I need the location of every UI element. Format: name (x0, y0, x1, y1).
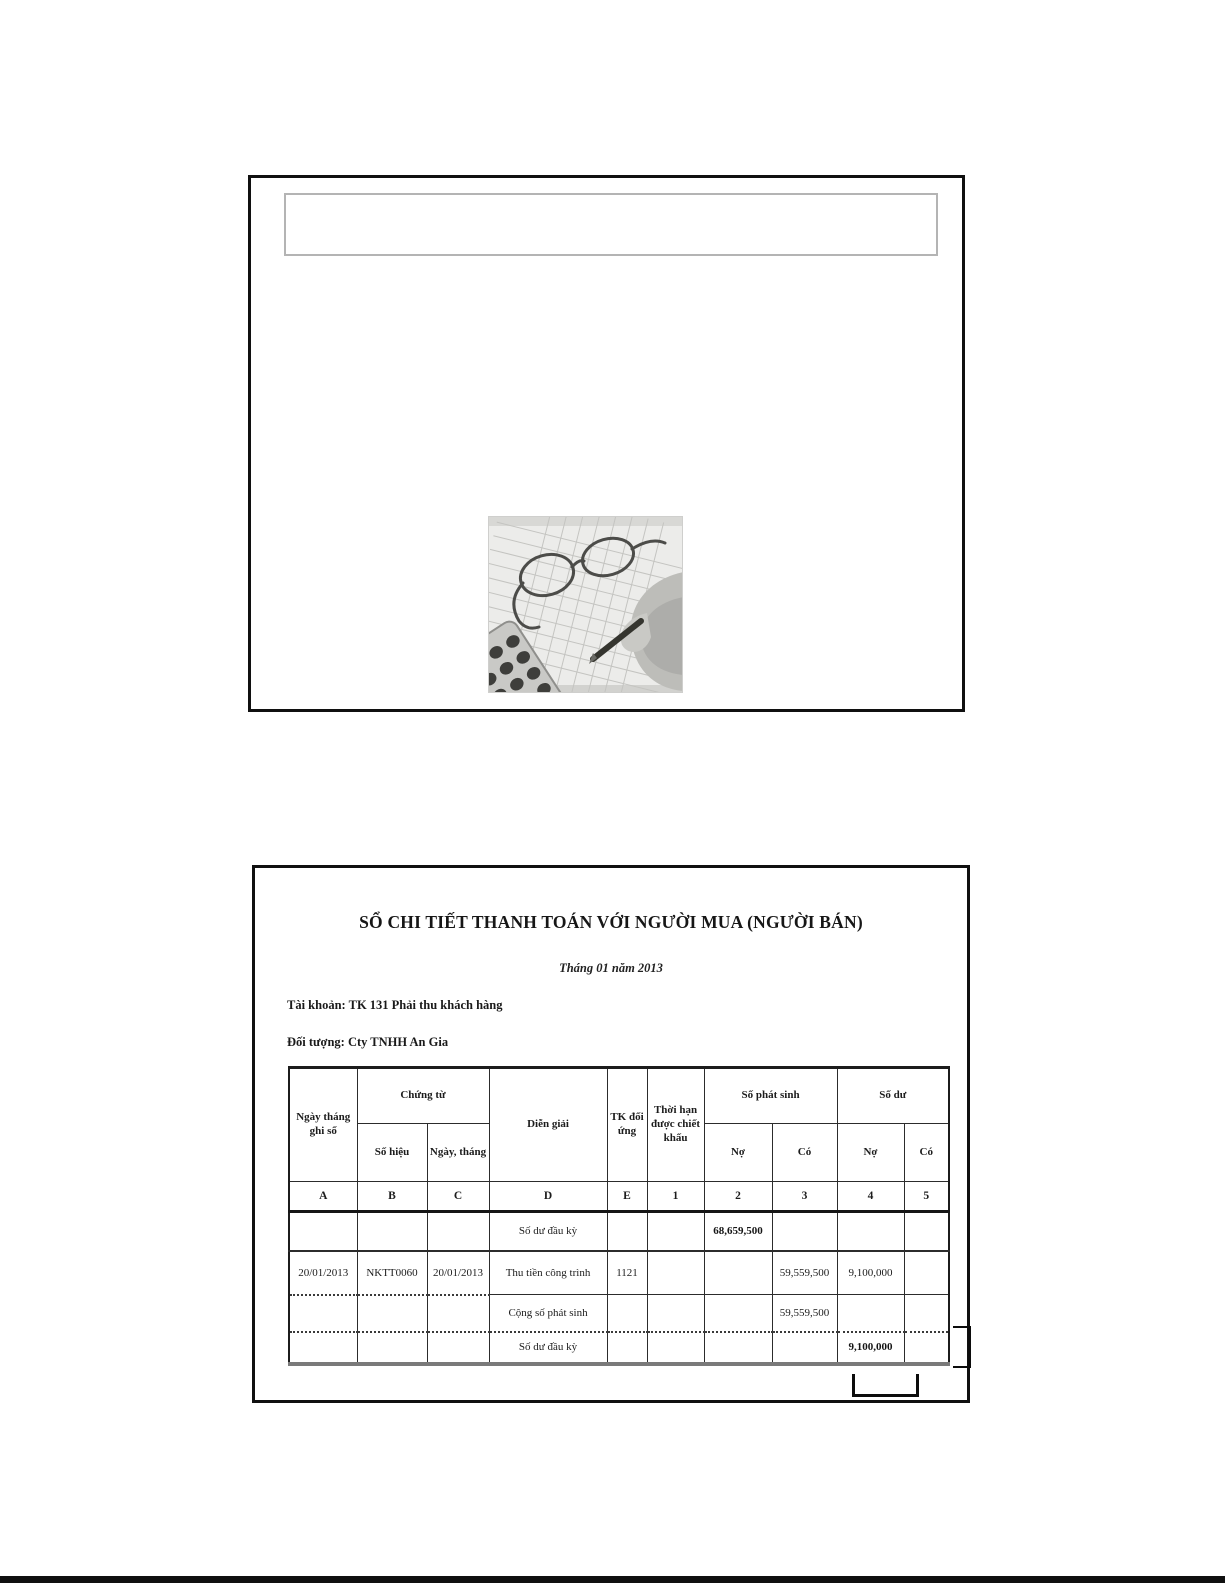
page-divider-line (0, 1576, 1225, 1583)
accounting-photo (488, 516, 683, 693)
header-arising-amount: Số phát sinh (704, 1068, 837, 1124)
header-balance: Số dư (837, 1068, 949, 1124)
ledger-title: SỔ CHI TIẾT THANH TOÁN VỚI NGƯỜI MUA (NGƯỜI BÁN) (359, 912, 863, 932)
header-description: Diễn giải (489, 1068, 607, 1182)
table-row-opening-balance: Số dư đầu kỳ 68,659,500 (289, 1212, 949, 1251)
header-discount-term: Thời hạn được chiết khấu (647, 1068, 704, 1182)
ledger-account-line: Tài khoản: TK 131 Phải thu khách hàng (287, 998, 503, 1012)
header-arising-debit: Nợ (704, 1124, 772, 1182)
column-letter-row: A B C D E 1 2 3 4 5 (289, 1182, 949, 1212)
slide-1 (248, 175, 965, 712)
header-voucher-no: Số hiệu (357, 1124, 427, 1182)
ledger-object-line: Đối tượng: Cty TNHH An Gia (287, 1035, 449, 1049)
header-voucher-date: Ngày, tháng (427, 1124, 489, 1182)
header-voucher: Chứng từ (357, 1068, 489, 1124)
table-row-closing-balance: Số dư đầu kỳ 9,100,000 (289, 1332, 949, 1364)
slide1-title-placeholder (284, 193, 938, 256)
ledger-table (288, 1066, 950, 1366)
ledger-period: Tháng 01 năm 2013 (559, 961, 663, 975)
row-highlight-bracket (953, 1326, 971, 1368)
header-arising-credit: Có (772, 1124, 837, 1182)
table-row-transaction: 20/01/2013 NKTT0060 20/01/2013 Thu tiền công trình 1121 59,559,500 9,100,000 (289, 1251, 949, 1295)
header-balance-debit: Nợ (837, 1124, 904, 1182)
header-corresponding-account: TK đối ứng (607, 1068, 647, 1182)
accounting-photo-graphic (489, 517, 683, 693)
cell-highlight-bracket (852, 1374, 919, 1397)
slide-2 (252, 865, 970, 1403)
header-date: Ngày tháng ghi sổ (289, 1068, 357, 1182)
table-row-total-arising: Cộng số phát sinh 59,559,500 (289, 1295, 949, 1332)
header-balance-credit: Có (904, 1124, 949, 1182)
